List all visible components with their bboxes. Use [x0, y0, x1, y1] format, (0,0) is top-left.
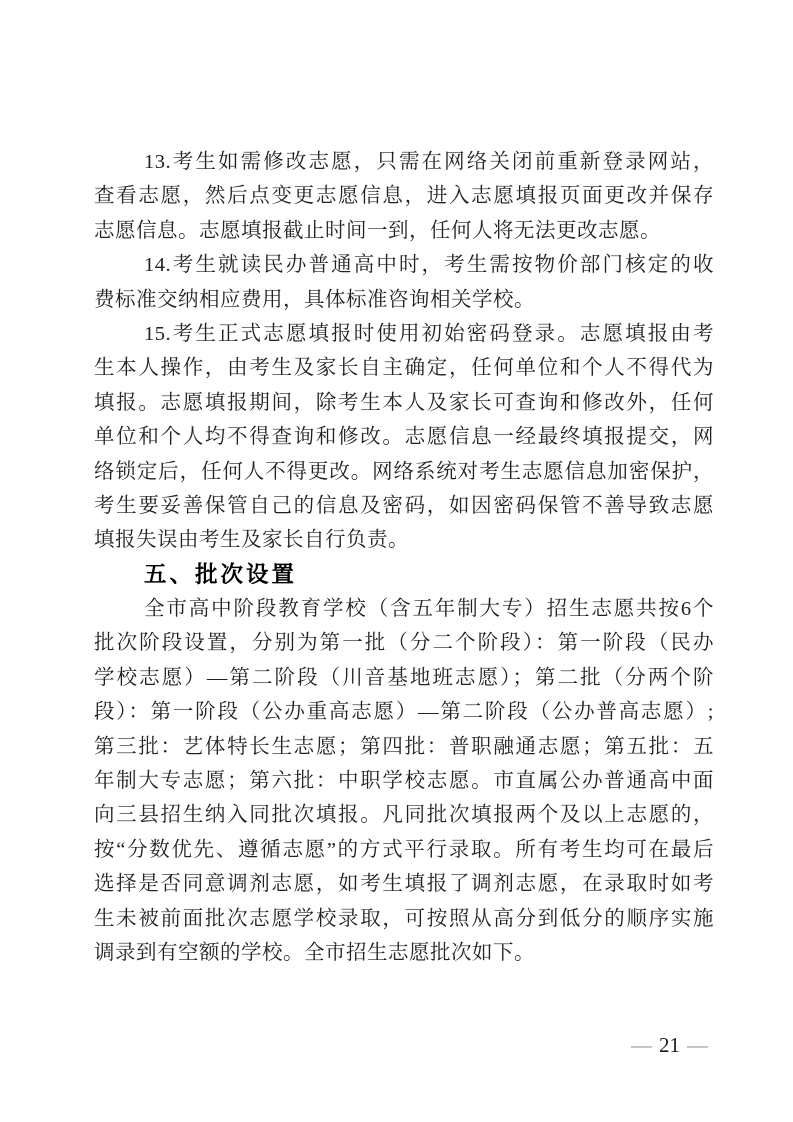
paragraph-13-line-3: 志愿信息。志愿填报截止时间一到，任何人将无法更改志愿。: [94, 219, 661, 242]
paragraph-14-line-2: 费标准交纳相应费用，具体标准咨询相关学校。: [94, 288, 535, 311]
section-5-line-4: 段）：第一阶段（公办重高志愿）—第二阶段（公办普高志愿）;: [94, 701, 714, 724]
section-5-line-2: 批次阶段设置，分别为第一批（分二个阶段）：第一阶段（民办: [94, 632, 714, 655]
section-5-line-11: 调录到有空额的学校。全市招生志愿批次如下。: [94, 941, 535, 964]
paragraph-15-line-1: 15.考生正式志愿填报时使用初始密码登录。志愿填报由考: [144, 322, 714, 345]
section-5-line-3: 学校志愿）—第二阶段（川音基地班志愿）；第二批（分两个阶: [94, 666, 714, 689]
paragraph-15-line-4: 单位和个人均不得查询和修改。志愿信息一经最终填报提交，网: [94, 426, 714, 449]
section-5-line-9: 选择是否同意调剂志愿，如考生填报了调剂志愿，在录取时如考: [94, 873, 714, 896]
paragraph-15-line-7: 填报失误由考生及家长自行负责。: [94, 529, 409, 552]
footer-dash-left: —: [631, 1033, 652, 1057]
footer-dash-right: —: [687, 1033, 708, 1057]
paragraph-13-line-2: 查看志愿，然后点变更志愿信息，进入志愿填报页面更改并保存: [94, 185, 714, 208]
paragraph-15-line-3: 填报。志愿填报期间，除考生本人及家长可查询和修改外，任何: [94, 391, 714, 414]
paragraph-15-line-6: 考生要妥善保管自己的信息及密码，如因密码保管不善导致志愿: [94, 494, 714, 517]
page-footer: [0, 1030, 793, 1060]
section-5-line-5: 第三批：艺体特长生志愿；第四批：普职融通志愿；第五批：五: [94, 735, 714, 758]
section-5-line-10: 生未被前面批次志愿学校录取，可按照从高分到低分的顺序实施: [94, 907, 714, 930]
page-number: 21: [659, 1033, 680, 1057]
section-5-line-1: 全市高中阶段教育学校（含五年制大专）招生志愿共按6个: [144, 598, 714, 621]
paragraph-13-line-1: 13.考生如需修改志愿，只需在网络关闭前重新登录网站，: [144, 151, 714, 173]
section-5-line-8: 按“分数优先、遵循志愿”的方式平行录取。所有考生均可在最后: [94, 838, 714, 861]
section-5-line-7: 向三县招生纳入同批次填报。凡同批次填报两个及以上志愿的，: [94, 804, 714, 827]
page-number-block: [624, 1030, 715, 1060]
section-5-heading: 五、批次设置: [144, 561, 298, 587]
section-5-line-6: 年制大专志愿；第六批：中职学校志愿。市直属公办普通高中面: [94, 770, 714, 793]
paragraph-15-line-2: 生本人操作，由考生及家长自主确定，任何单位和个人不得代为: [94, 357, 714, 380]
paragraph-14-line-1: 14.考生就读民办普通高中时，考生需按物价部门核定的收: [144, 254, 714, 277]
paragraph-15-line-5: 络锁定后，任何人不得更改。网络系统对考生志愿信息加密保护，: [94, 460, 714, 483]
document-body: [94, 145, 714, 970]
